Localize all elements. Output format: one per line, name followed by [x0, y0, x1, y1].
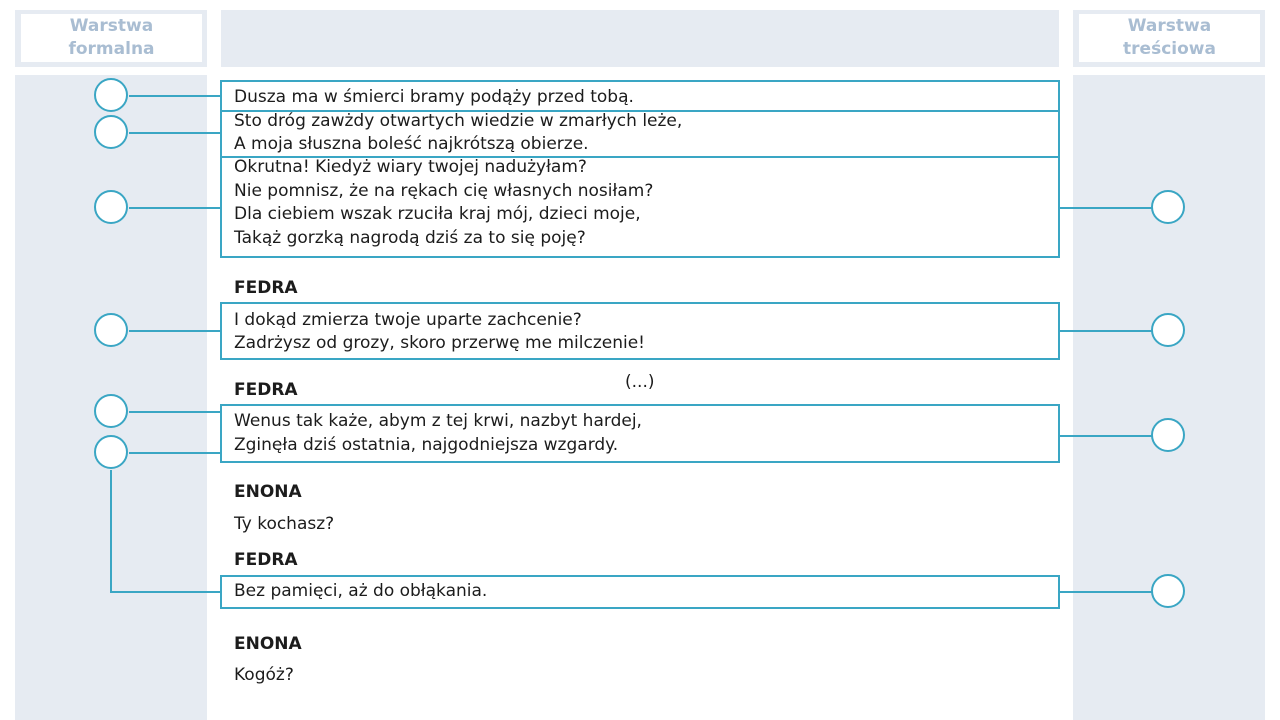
center-header-panel: [221, 10, 1059, 67]
formal-marker-1: [94, 78, 128, 112]
verse-line: I dokąd zmierza twoje uparte zachcenie?: [234, 310, 582, 330]
connector-left-1: [129, 95, 222, 97]
verse-line: Bez pamięci, aż do obłąkania.: [234, 581, 488, 601]
connector-right-1: [1058, 207, 1152, 209]
connector-left-6-bottom: [110, 591, 222, 593]
content-marker-3: [1151, 418, 1185, 452]
content-marker-2: [1151, 313, 1185, 347]
verse-line: Sto dróg zawżdy otwartych wiedzie w zmarłych leże,: [234, 111, 683, 131]
verse-line: Zadrżysz od grozy, skoro przerwę me milczenie!: [234, 333, 645, 353]
verse-line: Ty kochasz?: [234, 514, 335, 534]
formal-marker-6: [94, 435, 128, 469]
formal-marker-4: [94, 313, 128, 347]
verse-line: Dla ciebiem wszak rzuciła kraj mój, dzieci moje,: [234, 204, 641, 224]
speaker-label: FEDRA: [234, 278, 298, 298]
connector-left-6-vertical: [110, 470, 112, 593]
connector-left-2: [129, 132, 222, 134]
formal-marker-3: [94, 190, 128, 224]
verse-line: Zginęła dziś ostatnia, najgodniejsza wzgardy.: [234, 435, 619, 455]
omission-mark: (...): [625, 372, 655, 392]
connector-right-4: [1058, 591, 1152, 593]
verse-line: Takąż gorzką nagrodą dziś za to się poję?: [234, 228, 586, 248]
verse-line: Kogóż?: [234, 665, 294, 685]
verse-line: Wenus tak każe, abym z tej krwi, nazbyt hardej,: [234, 411, 642, 431]
content-marker-1: [1151, 190, 1185, 224]
header-formal-layer: Warstwa formalna: [21, 14, 202, 62]
verse-line: Okrutna! Kiedyż wiary twojej nadużyłam?: [234, 157, 587, 177]
verse-line: Dusza ma w śmierci bramy podąży przed tobą.: [234, 87, 634, 107]
connector-left-6: [129, 452, 222, 454]
connector-left-3: [129, 207, 222, 209]
header-content-layer: Warstwa treściowa: [1079, 14, 1260, 62]
speaker-label: ENONA: [234, 482, 302, 502]
formal-marker-5: [94, 394, 128, 428]
verse-line: Nie pomnisz, że na rękach cię własnych nosiłam?: [234, 181, 654, 201]
formal-marker-2: [94, 115, 128, 149]
speaker-label: FEDRA: [234, 380, 298, 400]
speaker-label: ENONA: [234, 634, 302, 654]
speaker-label: FEDRA: [234, 550, 298, 570]
right-column-panel: [1073, 75, 1265, 720]
connector-left-4: [129, 330, 222, 332]
content-marker-4: [1151, 574, 1185, 608]
connector-right-3: [1058, 435, 1152, 437]
verse-line: A moja słuszna boleść najkrótszą obierze.: [234, 134, 589, 154]
connector-left-5: [129, 411, 222, 413]
connector-right-2: [1058, 330, 1152, 332]
